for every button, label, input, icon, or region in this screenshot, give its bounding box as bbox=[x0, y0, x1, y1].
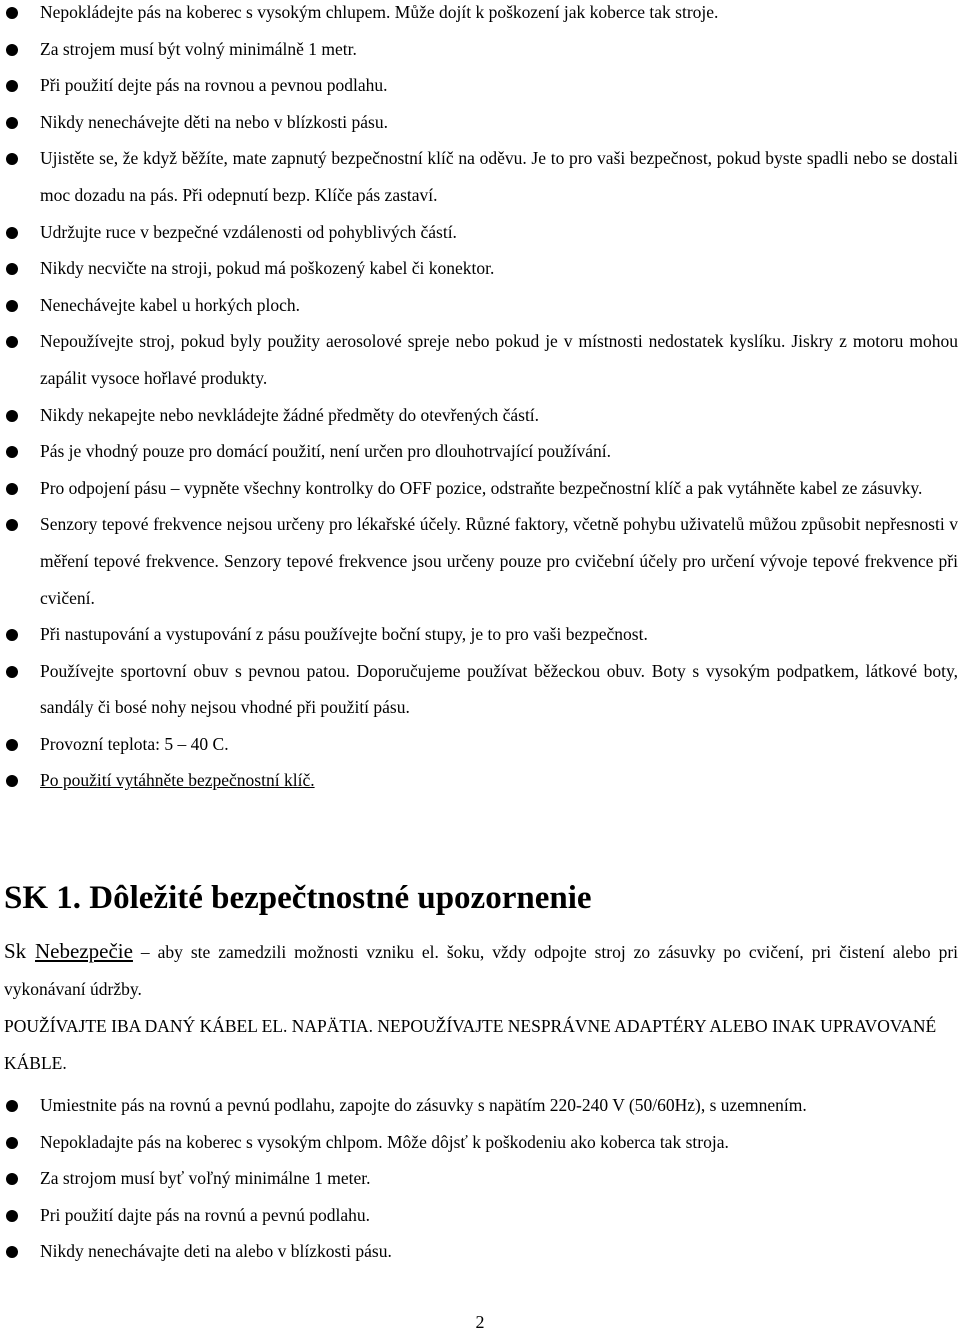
slovak-safety-list bbox=[6, 1087, 958, 1270]
list-item: Za strojom musí byť voľný minimálne 1 meter. bbox=[6, 1160, 958, 1197]
list-item: Pás je vhodný pouze pro domácí použití, není určen pro dlouhotrvající používání. bbox=[6, 433, 958, 470]
danger-label bbox=[4, 939, 133, 963]
list-item: Nikdy necvičte na stroji, pokud má poškozený kabel či konektor. bbox=[6, 250, 958, 287]
list-item: Pro odpojení pásu – vypněte všechny kontrolky do OFF pozice, odstraňte bezpečnostní klíč a pak vytáhněte kabel ze zásuvky. bbox=[6, 470, 958, 507]
list-item: Nepokládejte pás na koberec s vysokým chlupem. Může dojít k poškození jak koberce tak stroje. bbox=[6, 0, 958, 31]
list-item: Nikdy nenechávejte děti na nebo v blízkosti pásu. bbox=[6, 104, 958, 141]
list-item: Nenechávejte kabel u horkých ploch. bbox=[6, 287, 958, 324]
list-item: Senzory tepové frekvence nejsou určeny pro lékařské účely. Různé faktory, včetně pohybu uživatelů můžou způsobit nepřesnosti v měření tepové frekvence. Senzory tepové frekvence jsou určeny pouze pro cvičební účely pro určení vývoje tepové frekvence při cvičení. bbox=[6, 506, 958, 616]
warning-dash: – bbox=[140, 942, 150, 962]
czech-safety-list bbox=[6, 0, 958, 799]
caps-notice: POUŽÍVAJTE IBA DANÝ KÁBEL EL. NAPÄTIA. NEPOUŽÍVAJTE NESPRÁVNE ADAPTÉRY ALEBO INAK UPRAVOVANÉ KÁBLE. bbox=[4, 1016, 937, 1073]
list-item: Za strojem musí být volný minimálně 1 metr. bbox=[6, 31, 958, 68]
list-item: Při použití dejte pás na rovnou a pevnou podlahu. bbox=[6, 67, 958, 104]
list-item: Umiestnite pás na rovnú a pevnú podlahu, zapojte do zásuvky s napätím 220-240 V (50/60Hz), s uzemnením. bbox=[6, 1087, 958, 1124]
list-item: Pri použití dajte pás na rovnú a pevnú podlahu. bbox=[6, 1197, 958, 1234]
danger-warning bbox=[4, 933, 958, 1008]
list-item: Nikdy nenechávajte deti na alebo v blízkosti pásu. bbox=[6, 1233, 958, 1270]
list-item: Používejte sportovní obuv s pevnou patou. Doporučujeme používat běžeckou obuv. Boty s vysokým podpatkem, látkové boty, sandály či bosé nohy nejsou vhodné při použití pásu. bbox=[6, 653, 958, 726]
danger-word: Nebezpečie bbox=[35, 939, 133, 963]
list-item: Nepoužívejte stroj, pokud byly použity aerosolové spreje nebo pokud je v místnosti nedostatek kyslíku. Jiskry z motoru mohou zapálit vysoce hořlavé produkty. bbox=[6, 323, 958, 396]
list-item bbox=[6, 762, 958, 799]
list-item: Při nastupování a vystupování z pásu používejte boční stupy, je to pro vaši bezpečnost. bbox=[6, 616, 958, 653]
warning-text: aby ste zamedzili možnosti vzniku el. šoku, vždy odpojte stroj zo zásuvky po cvičení, pri čistení alebo pri vykonávaní údržby. bbox=[4, 942, 959, 999]
list-item: Nikdy nekapejte nebo nevkládejte žádné předměty do otevřených částí. bbox=[6, 397, 958, 434]
list-item: Provozní teplota: 5 – 40 C. bbox=[6, 726, 958, 763]
list-item: Nepokladajte pás na koberec s vysokým chlpom. Môže dôjsť k poškodeniu ako koberca tak stroja. bbox=[6, 1124, 958, 1161]
list-item: Ujistěte se, že když běžíte, mate zapnutý bezpečnostní klíč na oděvu. Je to pro vaši bezpečnost, pokud byste spadli nebo se dostali moc dozadu na pás. Při odepnutí bezp. Klíče pás zastaví. bbox=[6, 140, 958, 213]
warning-block bbox=[4, 933, 958, 1082]
section-heading: SK 1. Dôležité bezpečtnostné upozornenie bbox=[4, 880, 592, 916]
underlined-text: Po použití vytáhněte bezpečnostní klíč. bbox=[40, 770, 315, 791]
list-item: Udržujte ruce v bezpečné vzdálenosti od pohyblivých částí. bbox=[6, 214, 958, 251]
danger-prefix: Sk bbox=[4, 939, 27, 963]
page-number: 2 bbox=[475, 1312, 485, 1332]
